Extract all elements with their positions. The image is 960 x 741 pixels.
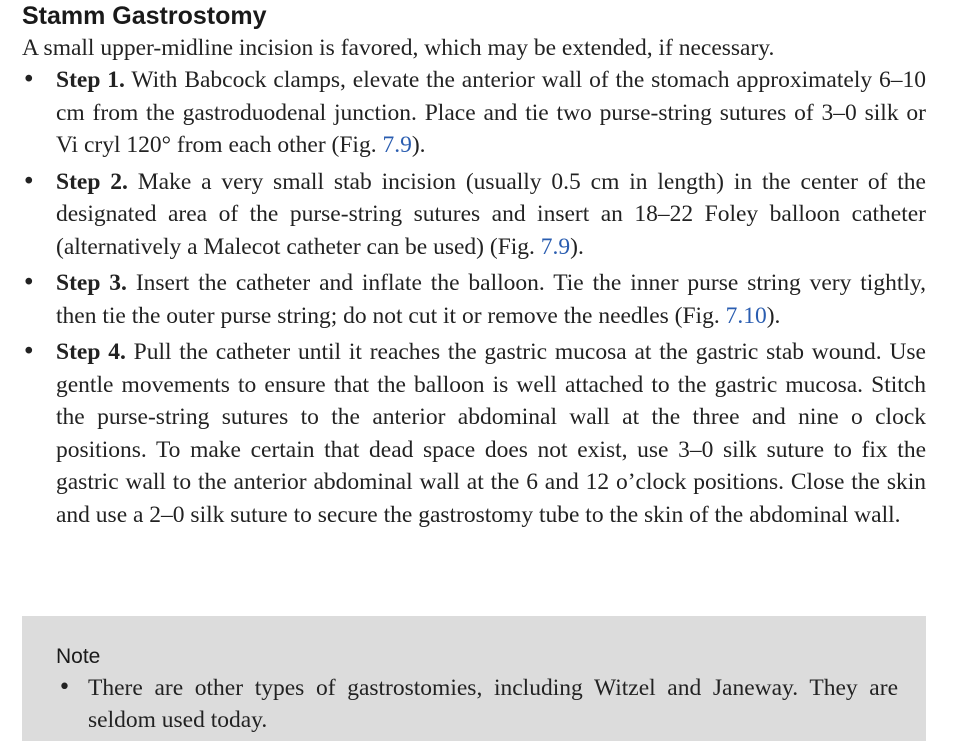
bullet-icon: • [22,270,36,296]
bullet-icon: • [22,339,36,365]
section-intro: A small upper-midline incision is favored, which may be extended, if necessary. [22,35,775,61]
note-title: Note [56,645,101,668]
step-item [0,166,926,264]
step-label: Step 3. [56,270,127,296]
figure-link[interactable]: 7.9 [540,233,571,260]
step-text: Insert the catheter and inflate the balloon. Tie the inner purse string very tightly, then tie the outer purse string; do not cut it or remove the needles (Fig. [56,270,926,329]
step-item [0,267,926,332]
step-label: Step 4. [56,339,126,365]
step-text: Pull the catheter until it reaches the gastric mucosa at the gastric stab wound. Use gentle movements to ensure that the balloon is well attached to the gastric mucosa. Stitch the purse-string sutures to the anterior abdominal wall at the three and nine o clock positions. To make certain that dead space does not exist, use 3–0 silk suture to fix the gastric wall to the anterior abdominal wall at the 6 and 12 o’clock positions. Close the skin and use a 2–0 silk suture to secure the gastrostomy tube to the skin of the abdominal wall. [56,339,926,528]
section-title: Stamm Gastrostomy [22,2,267,30]
step-item [0,64,926,162]
bullet-icon: • [22,67,36,93]
step-text-end: ). [766,302,781,329]
step-text: Make a very small stab incision (usually 0.5 cm in length) in the center of the designated area of the purse-string sutures and insert an 18–22 Foley balloon catheter (alternatively a Malecot catheter can be used) (Fig. [56,168,926,260]
note-item [22,672,898,736]
step-label: Step 2. [56,168,128,195]
step-item [0,336,926,531]
step-text-end: ). [411,132,426,158]
bullet-icon: • [58,675,71,700]
step-text-end: ). [570,233,584,260]
bullet-icon: • [22,168,36,195]
step-label: Step 1. [56,67,125,93]
note-box [22,616,926,741]
figure-link[interactable]: 7.9 [382,132,412,158]
step-text: With Babcock clamps, elevate the anterior wall of the stomach approximately 6–10 cm from the gastroduodenal junction. Place and tie two purse-string sutures of 3–0 silk or Vi cryl 120° from each other (Fig. [56,67,926,158]
steps-list [0,64,960,535]
figure-link[interactable]: 7.10 [725,302,767,329]
note-text: There are other types of gastrostomies, including Witzel and Janeway. They are seldom used today. [88,675,898,733]
note-list [22,672,926,736]
